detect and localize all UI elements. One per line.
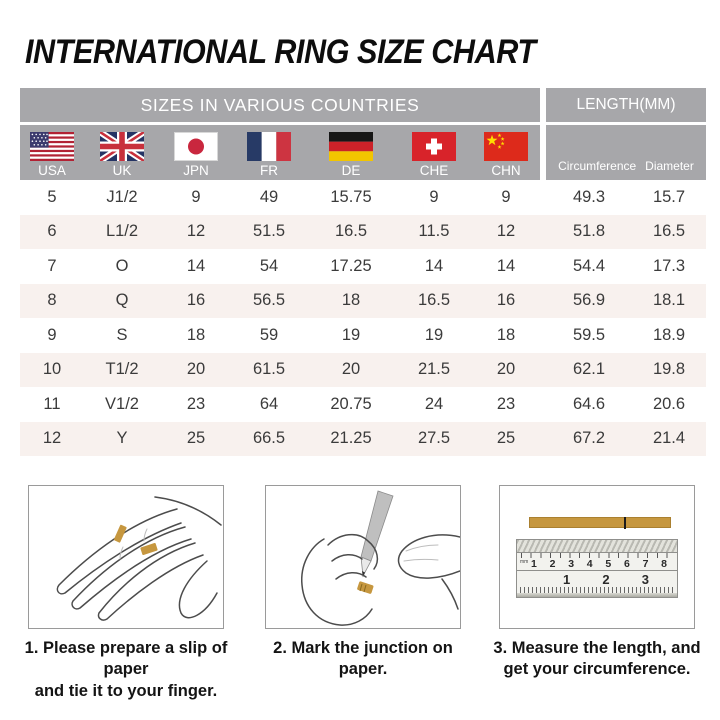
- size-cell: 18: [496, 325, 516, 344]
- size-cell: 18.9: [652, 325, 686, 344]
- ruler-mm-numbers: [517, 558, 677, 571]
- size-cell: 14: [424, 256, 444, 275]
- strip-mark: [624, 517, 626, 529]
- size-cell: 54.4: [572, 256, 606, 275]
- size-cell: 18.1: [652, 291, 686, 310]
- size-cell: 61.5: [252, 360, 286, 379]
- size-cell: L1/2: [105, 222, 139, 241]
- size-cell: 15.75: [330, 187, 372, 206]
- ruler-hatch-texture: [517, 540, 677, 553]
- size-cell: 15.7: [652, 187, 686, 206]
- column-label-chn: CHN: [491, 163, 521, 178]
- table-group-header: [20, 88, 706, 125]
- hand-with-paper-strip-illustration: [29, 487, 223, 628]
- size-cell: 16.5: [417, 291, 451, 310]
- table-row: [20, 249, 706, 284]
- size-cell: 23: [186, 394, 206, 413]
- column-label-che: CHE: [419, 163, 449, 178]
- page-title: INTERNATIONAL RING SIZE CHART: [25, 33, 536, 71]
- ruler: [516, 539, 678, 598]
- size-cell: 62.1: [572, 360, 606, 379]
- ruler-illustration: [512, 517, 682, 598]
- size-cell: 18: [186, 325, 206, 344]
- step-2-caption: 2. Mark the junction on paper.: [273, 639, 453, 679]
- step-2-image-frame: [265, 485, 461, 629]
- france-flag-icon: [247, 132, 291, 161]
- size-cell: 14: [496, 256, 516, 275]
- germany-flag-icon: [329, 132, 373, 161]
- size-cell: 21.5: [417, 360, 451, 379]
- size-cell: 17.3: [652, 256, 686, 275]
- column-header-usa: [20, 125, 84, 180]
- size-cell: 6: [47, 222, 57, 241]
- step-1-caption: 1. Please prepare a slip of paper and tie it to your finger.: [24, 639, 228, 700]
- size-cell: 66.5: [252, 429, 286, 448]
- size-cell: J1/2: [106, 187, 138, 206]
- table-row: [20, 422, 706, 457]
- ruler-inch-numbers: [517, 571, 677, 587]
- size-cell: 19: [424, 325, 444, 344]
- size-cell: 64.6: [572, 394, 606, 413]
- ruler-mm-number: 6: [623, 557, 630, 570]
- japan-flag-icon: [174, 132, 218, 161]
- ruler-mm-number: 7: [642, 557, 649, 570]
- column-label-circumference: Circumference: [558, 159, 637, 173]
- column-header-jpn: [160, 125, 232, 180]
- size-cell: 20.6: [652, 394, 686, 413]
- size-cell: 9: [501, 187, 511, 206]
- size-cell: 56.9: [572, 291, 606, 310]
- size-cell: 21.25: [330, 429, 372, 448]
- size-cell: 9: [191, 187, 201, 206]
- size-cell: 59: [259, 325, 279, 344]
- table-row: [20, 215, 706, 250]
- size-cell: 19: [341, 325, 361, 344]
- size-cell: 18: [341, 291, 361, 310]
- ruler-mm-number: 3: [568, 557, 575, 570]
- step-3-image-frame: [499, 485, 695, 629]
- size-cell: 67.2: [572, 429, 606, 448]
- ring-size-table: [20, 88, 706, 456]
- size-cell: 9: [429, 187, 439, 206]
- size-cell: 10: [42, 360, 62, 379]
- size-cell: 51.8: [572, 222, 606, 241]
- paper-strip: [529, 517, 671, 528]
- size-cell: 20.75: [330, 394, 372, 413]
- size-cell: 54: [259, 256, 279, 275]
- size-cell: 19.8: [652, 360, 686, 379]
- size-cell: Q: [115, 291, 129, 310]
- column-label-usa: USA: [38, 163, 66, 178]
- step-3-caption: 3. Measure the length, and get your circumference.: [493, 639, 701, 679]
- ruler-mm-number: 1: [531, 557, 537, 570]
- usa-flag-icon: [30, 132, 74, 161]
- ruler-inch-number: 1: [563, 571, 571, 587]
- column-header-uk: [84, 125, 160, 180]
- column-header-fr: [232, 125, 306, 180]
- step-1-image-frame: [28, 485, 224, 629]
- column-header-che: [396, 125, 472, 180]
- size-cell: O: [115, 256, 129, 275]
- table-row: [20, 387, 706, 422]
- size-cell: 56.5: [252, 291, 286, 310]
- column-header-chn: [472, 125, 540, 180]
- ruler-mm-number: 8: [661, 557, 667, 570]
- size-cell: 51.5: [252, 222, 286, 241]
- size-cell: 8: [47, 291, 57, 310]
- switzerland-flag-icon: [412, 132, 456, 161]
- size-cell: T1/2: [105, 360, 139, 379]
- length-group-header: LENGTH(MM): [546, 88, 706, 122]
- ruler-inch-number: 3: [641, 571, 649, 587]
- column-label-jpn: JPN: [183, 163, 209, 178]
- size-cell: 16.5: [652, 222, 686, 241]
- size-cell: 17.25: [330, 256, 372, 275]
- step-3: [484, 485, 710, 702]
- table-body: [20, 180, 706, 456]
- size-cell: S: [116, 325, 128, 344]
- ruler-inch-number: 2: [602, 571, 610, 587]
- size-cell: 16: [496, 291, 516, 310]
- table-column-header-row: [20, 125, 706, 180]
- countries-group-header: SIZES IN VARIOUS COUNTRIES: [20, 88, 540, 122]
- length-column-headers: [546, 125, 706, 180]
- column-label-fr: FR: [260, 163, 278, 178]
- size-cell: 11: [43, 394, 61, 413]
- step-1: [10, 485, 242, 702]
- size-cell: 25: [186, 429, 206, 448]
- size-cell: 16: [186, 291, 206, 310]
- instruction-steps: [0, 485, 720, 702]
- size-cell: 49: [259, 187, 279, 206]
- ruler-mm-number: 2: [549, 557, 556, 570]
- table-row: [20, 318, 706, 353]
- size-cell: 24: [424, 394, 444, 413]
- table-row: [20, 353, 706, 388]
- size-cell: 12: [186, 222, 206, 241]
- column-label-diameter: Diameter: [645, 159, 694, 173]
- size-cell: 20: [186, 360, 206, 379]
- china-flag-icon: [484, 132, 528, 161]
- size-cell: 20: [341, 360, 361, 379]
- size-cell: 12: [496, 222, 516, 241]
- column-header-de: [306, 125, 396, 180]
- size-cell: 21.4: [652, 429, 686, 448]
- size-cell: 9: [47, 325, 57, 344]
- marking-junction-illustration: [266, 487, 460, 628]
- table-row: [20, 284, 706, 319]
- size-cell: 12: [42, 429, 62, 448]
- size-cell: 7: [47, 256, 57, 275]
- size-cell: 16.5: [334, 222, 368, 241]
- size-cell: 25: [496, 429, 516, 448]
- size-cell: 27.5: [417, 429, 451, 448]
- table-row: [20, 180, 706, 215]
- uk-flag-icon: [100, 132, 144, 161]
- column-label-de: DE: [341, 163, 361, 178]
- column-label-uk: UK: [112, 163, 132, 178]
- size-cell: 11.5: [418, 222, 450, 241]
- size-cell: V1/2: [105, 394, 139, 413]
- size-cell: 14: [186, 256, 206, 275]
- size-cell: 64: [259, 394, 279, 413]
- size-cell: 23: [496, 394, 516, 413]
- ruler-mm-unit-label: mm: [520, 558, 529, 565]
- size-cell: 20: [496, 360, 516, 379]
- ruler-base-edge: [517, 593, 677, 597]
- size-cell: 5: [47, 187, 57, 206]
- size-cell: 49.3: [572, 187, 606, 206]
- ruler-mm-number: 4: [586, 557, 593, 570]
- size-cell: Y: [116, 429, 128, 448]
- ruler-mm-number: 5: [605, 557, 612, 570]
- step-2: [251, 485, 475, 702]
- size-cell: 59.5: [572, 325, 606, 344]
